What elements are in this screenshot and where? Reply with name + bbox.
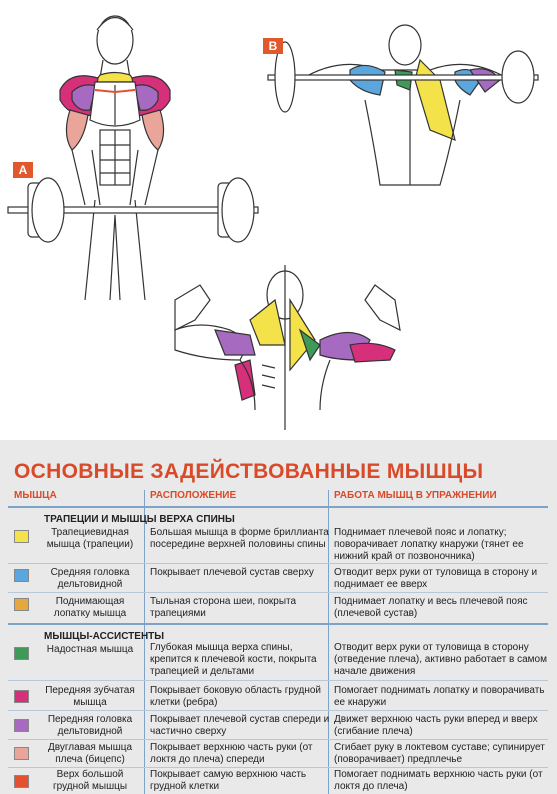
muscle-function: Поднимает лопатку и весь плечевой пояс (плечевой сустав) [334,596,528,619]
color-swatch-biceps [14,747,29,760]
color-swatch-levator-scapulae [14,598,29,611]
section-title-upper-back: ТРАПЕЦИИ И МЫШЦЫ ВЕРХА СПИНЫ [44,514,235,525]
color-swatch-supraspinatus [14,647,29,660]
row-divider [8,710,548,711]
table-title: ОСНОВНЫЕ ЗАДЕЙСТВОВАННЫЕ МЫШЦЫ [14,460,484,483]
muscle-function: Отводит верх руки от туловища в сторону и поднимает ее вверх [334,567,538,590]
color-swatch-upper-pectoral [14,775,29,788]
muscle-location: Покрывает плечевой сустав спереди и частично сверху [150,714,330,737]
figure-a-front-view [60,16,170,300]
color-swatch-middle-deltoid [14,569,29,582]
muscle-name: Двуглавая мышца плеча (бицепс) [47,742,133,765]
figure-b-back-view [300,25,510,185]
muscle-name: Поднимающая лопатку мышца [53,596,127,619]
muscle-function: Помогает поднимать лопатку и поворачивать ее кнаружи [334,685,545,708]
muscle-function: Поднимает плечевой пояс и лопатку; поворачивает лопатку кнаружи (тянет ее нижний край от позвоночника) [334,527,524,562]
row-divider [8,739,548,740]
badge-a: A [13,162,33,178]
header-muscle: МЫШЦА [14,490,57,501]
color-swatch-trapezius [14,530,29,543]
section-divider [8,623,548,625]
row-divider [8,592,548,593]
muscle-location: Покрывает боковую область грудной клетки (ребра) [150,685,322,708]
row-divider [8,563,548,564]
muscles-table [0,440,557,794]
column-divider-1 [144,490,145,794]
muscle-name: Передняя головка дельтовидной [47,714,133,737]
muscle-location: Покрывает самую верхнюю часть грудной клетки [150,769,307,792]
figure-c-split-view [175,265,400,430]
muscle-location: Глубокая мышца верха спины, крепится к плечевой кости, покрыта трапецией и дельтами [150,642,317,677]
muscle-name: Надостная мышца [46,644,134,655]
badge-b: B [263,38,283,54]
header-function: РАБОТА МЫШЦ В УПРАЖНЕНИИ [334,490,497,501]
muscle-function: Отводит верх руки от туловища в сторону (отведение плеча), активно работает в самом начале движения [334,642,547,677]
row-divider [8,680,548,681]
color-swatch-serratus-anterior [14,690,29,703]
muscle-name: Верх большой грудной мышцы [52,769,128,792]
section-title-assistants: МЫШЦЫ-АССИСТЕНТЫ [44,631,165,642]
muscle-location: Покрывает верхнюю часть руки (от локтя до плеча) спереди [150,742,313,765]
color-swatch-anterior-deltoid [14,719,29,732]
muscle-name: Передняя зубчатая мышца [45,685,135,708]
muscle-name: Трапециевидная мышца (трапеции) [46,527,134,550]
muscle-function: Помогает поднимать верхнюю часть руки (от локтя до плеча) [334,769,543,792]
muscle-location: Покрывает плечевой сустав сверху [150,567,314,578]
header-location: РАСПОЛОЖЕНИЕ [150,490,237,501]
row-divider [8,767,548,768]
muscle-function: Сгибает руку в локтевом суставе; супинирует (поворачивает) предплечье [334,742,545,765]
muscle-location: Большая мышца в форме бриллианта посередине верхней половины спины [150,527,329,550]
muscle-location: Тыльная сторона шеи, покрыта трапециями [150,596,297,619]
header-divider [8,506,548,508]
muscle-name: Средняя головка дельтовидной [50,567,130,590]
muscle-function: Движет верхнюю часть руки вперед и вверх (сгибание плеча) [334,714,538,737]
